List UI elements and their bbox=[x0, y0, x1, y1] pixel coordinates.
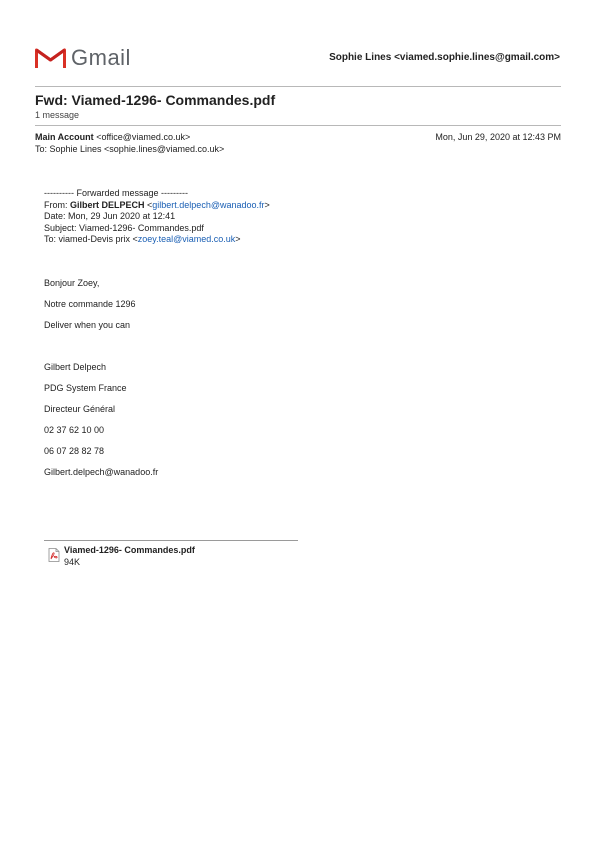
forwarded-sender-name: Gilbert DELPECH bbox=[70, 199, 145, 210]
signature-company: PDG System France bbox=[44, 383, 127, 393]
body-line: Deliver when you can bbox=[44, 320, 131, 330]
forwarded-header bbox=[44, 187, 270, 245]
message-count: 1 message bbox=[35, 110, 80, 120]
header-divider bbox=[35, 86, 561, 87]
signature-phone: 06 07 28 82 78 bbox=[44, 446, 105, 456]
forwarded-divider: ---------- Forwarded message --------- bbox=[44, 188, 188, 198]
signature-title: Directeur Général bbox=[44, 404, 116, 414]
account-user: Sophie Lines <viamed.sophie.lines@gmail.com> bbox=[329, 52, 560, 63]
attachment-name[interactable]: Viamed-1296- Commandes.pdf bbox=[64, 545, 195, 555]
gmail-logo bbox=[35, 44, 130, 72]
thread-divider bbox=[35, 125, 561, 126]
forwarded-date: Date: Mon, 29 Jun 2020 at 12:41 bbox=[44, 211, 176, 221]
attachment-size: 94K bbox=[64, 557, 81, 567]
forwarded-subject: Subject: Viamed-1296- Commandes.pdf bbox=[44, 222, 204, 233]
message-date: Mon, Jun 29, 2020 at 12:43 PM bbox=[435, 132, 561, 142]
thread-subject: Fwd: Viamed-1296- Commandes.pdf bbox=[35, 92, 276, 108]
forwarded-recipient-email-link[interactable]: zoey.teal@viamed.co.uk bbox=[137, 234, 236, 244]
signature-email-link[interactable]: Gilbert.delpech@wanadoo.fr bbox=[44, 467, 159, 477]
forwarded-sender-email-link[interactable]: gilbert.delpech@wanadoo.fr bbox=[152, 199, 265, 210]
attachment-divider bbox=[44, 540, 298, 541]
gmail-wordmark: Gmail bbox=[71, 45, 131, 70]
forwarded-from: From: Gilbert DELPECH <gilbert.delpech@wanadoo.fr> bbox=[44, 199, 270, 210]
signature-phone: 02 37 62 10 00 bbox=[44, 425, 105, 435]
sender-name: Main Account bbox=[35, 132, 94, 142]
forwarded-to: To: viamed-Devis prix <zoey.teal@viamed.co.uk> bbox=[44, 234, 241, 244]
message-to: To: Sophie Lines <sophie.lines@viamed.co.uk> bbox=[35, 144, 225, 154]
body-line: Notre commande 1296 bbox=[44, 299, 136, 309]
signature-name: Gilbert Delpech bbox=[44, 362, 107, 372]
greeting: Bonjour Zoey, bbox=[44, 278, 100, 288]
gmail-m-icon bbox=[35, 46, 66, 69]
message-from bbox=[35, 131, 190, 143]
pdf-file-icon[interactable] bbox=[48, 548, 60, 567]
sender-email: <office@viamed.co.uk> bbox=[96, 132, 191, 142]
